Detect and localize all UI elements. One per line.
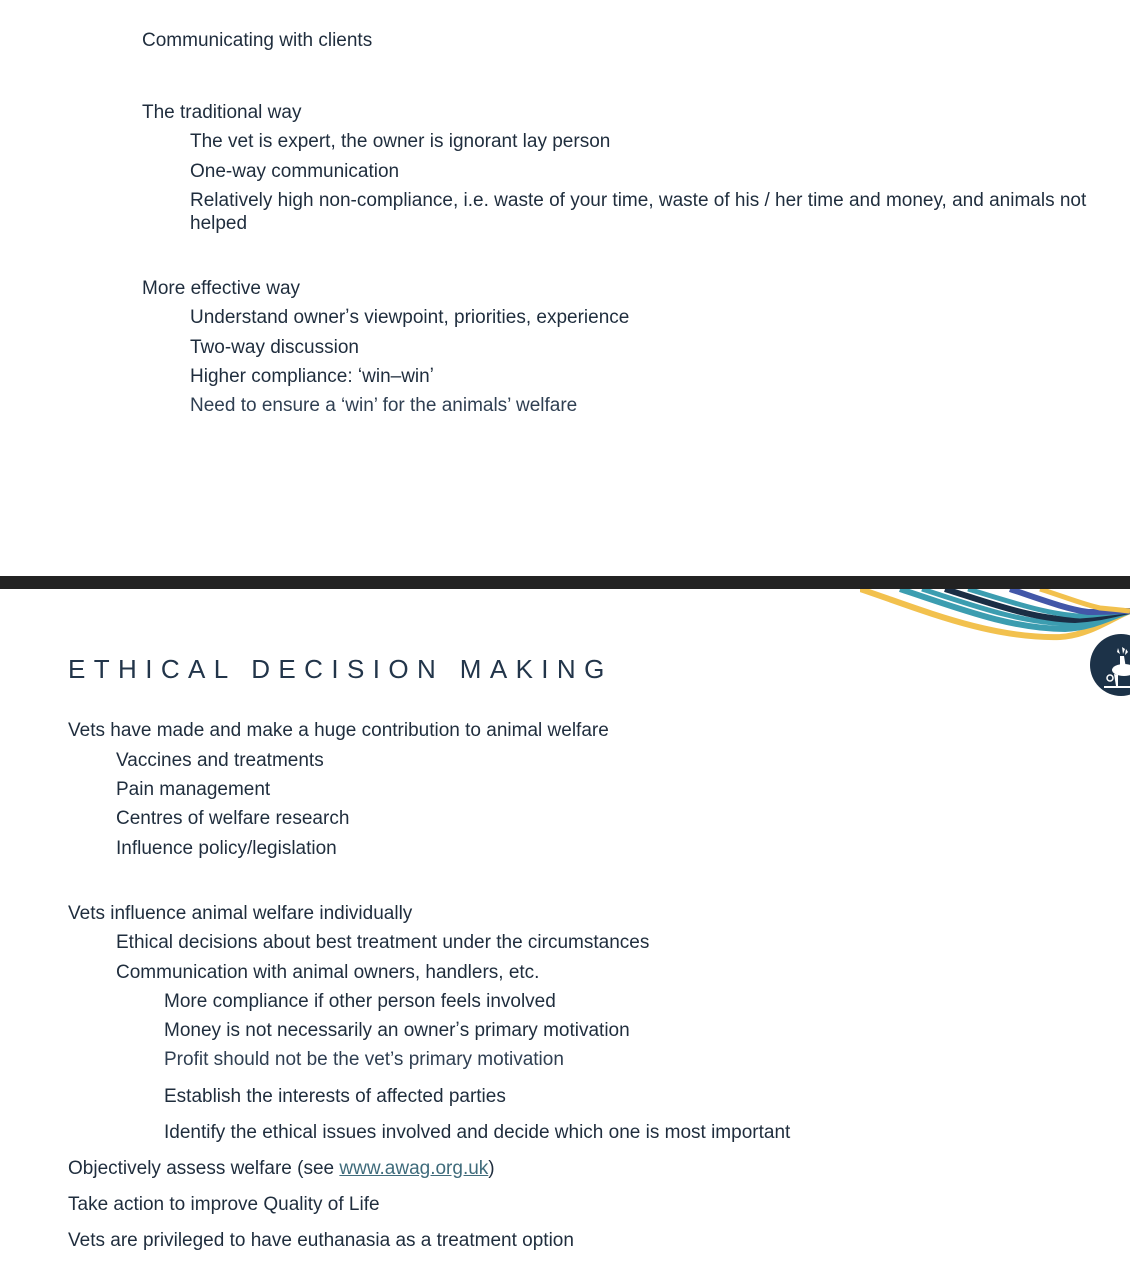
sub-list-item: Money is not necessarily an ownerʼs primary motivation	[164, 1020, 630, 1041]
awag-link[interactable]: www.awag.org.uk	[339, 1158, 489, 1179]
slide-divider	[0, 576, 1130, 589]
list-item: One-way communication	[190, 161, 400, 182]
block-lead: Vets influence animal welfare individually	[68, 903, 413, 924]
assess-welfare-line	[68, 1157, 495, 1180]
sub-list-item: More compliance if other person feels involved	[164, 991, 556, 1012]
sub-list-item: Profit should not be the vet’s primary motivation	[164, 1049, 564, 1070]
sub-list-item: Establish the interests of affected parties	[164, 1086, 506, 1107]
sub-list-item: Identify the ethical issues involved and decide which one is most important	[164, 1122, 791, 1143]
list-item: Two-way discussion	[190, 337, 359, 358]
list-item: Vets are privileged to have euthanasia as a treatment option	[68, 1230, 574, 1251]
list-item: Take action to improve Quality of Life	[68, 1194, 380, 1215]
list-item: Pain management	[116, 779, 271, 800]
section-title-effective: More effective way	[142, 278, 301, 299]
decorative-ribbons-icon	[860, 589, 1130, 644]
list-item: Ethical decisions about best treatment under the circumstances	[116, 932, 650, 953]
assess-suffix: )	[488, 1158, 495, 1179]
list-item: Centres of welfare research	[116, 808, 350, 829]
assess-prefix: Objectively assess welfare (see	[68, 1158, 340, 1179]
stag-icon	[1096, 640, 1130, 690]
list-item: Influence policy/legislation	[116, 838, 337, 859]
list-item: Need to ensure a ‘win’ for the animals’ welfare	[190, 395, 578, 416]
block-lead: Vets have made and make a huge contribution to animal welfare	[68, 720, 609, 741]
list-item: Relatively high non-compliance, i.e. waste of your time, waste of his / her time and money, and animals not helped	[190, 190, 1087, 234]
section-title-traditional: The traditional way	[142, 102, 302, 123]
list-item: Vaccines and treatments	[116, 750, 324, 771]
list-item: Understand ownerʼs viewpoint, priorities, experience	[190, 307, 630, 328]
university-crest-logo	[1090, 634, 1130, 696]
list-item: The vet is expert, the owner is ignorant lay person	[190, 131, 611, 152]
slide-heading: Communicating with clients	[142, 30, 373, 51]
slide-title: ETHICAL DECISION MAKING	[68, 654, 613, 684]
list-item: Communication with animal owners, handlers, etc.	[116, 962, 540, 983]
list-item: Higher compliance: ʻwin–winʼ	[190, 366, 434, 387]
